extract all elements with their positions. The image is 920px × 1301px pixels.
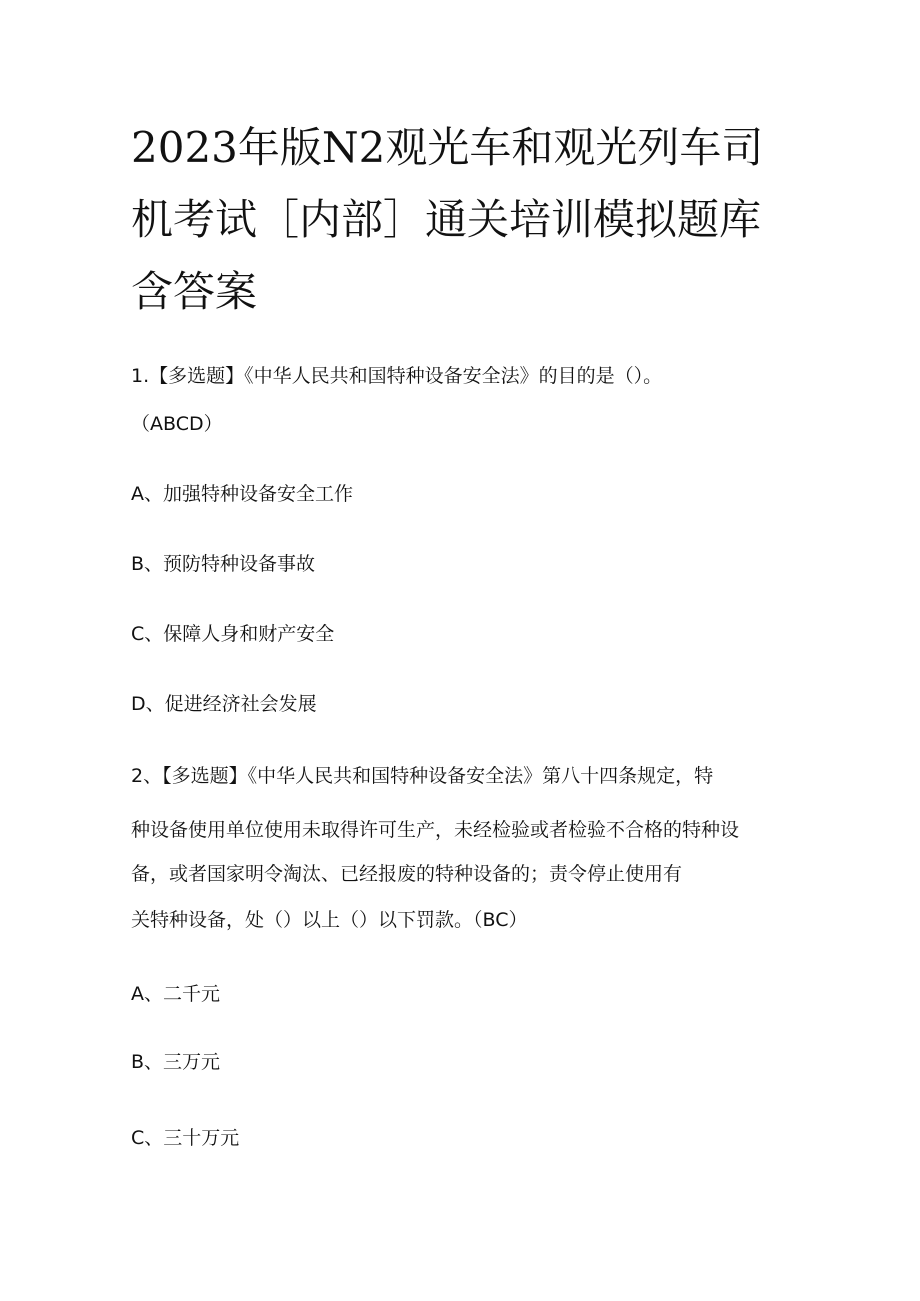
question-2-text-line-2: 种设备使用单位使用未取得许可生产，未经检验或者检验不合格的特种设	[131, 819, 740, 841]
question-2-option-c: C、三十万元	[131, 1127, 240, 1149]
question-1-option-b: B、预防特种设备事故	[131, 553, 316, 575]
question-2-text-line-3: 备，或者国家明令淘汰、已经报废的特种设备的；责令停止使用有	[131, 863, 683, 885]
document-title: 2023年版N2观光车和观光列车司机考试［内部］通关培训模拟题库含答案	[131, 123, 764, 316]
question-2-option-a: A、二千元	[131, 983, 220, 1005]
question-2-text-line-4: 关特种设备，处（）以上（）以下罚款。（BC）	[131, 909, 528, 931]
question-1-option-a: A、加强特种设备安全工作	[131, 483, 353, 505]
question-1-text-line-2: （ABCD）	[131, 413, 223, 435]
question-2-text-line-1: 2、【多选题】《中华人民共和国特种设备安全法》第八十四条规定，特	[131, 765, 714, 787]
question-1-option-c: C、保障人身和财产安全	[131, 623, 335, 645]
question-1-option-d: D、促进经济社会发展	[131, 693, 317, 715]
question-2-option-b: B、三万元	[131, 1051, 221, 1073]
question-1-text-line-1: 1.【多选题】《中华人民共和国特种设备安全法》的目的是（）。	[131, 365, 663, 387]
